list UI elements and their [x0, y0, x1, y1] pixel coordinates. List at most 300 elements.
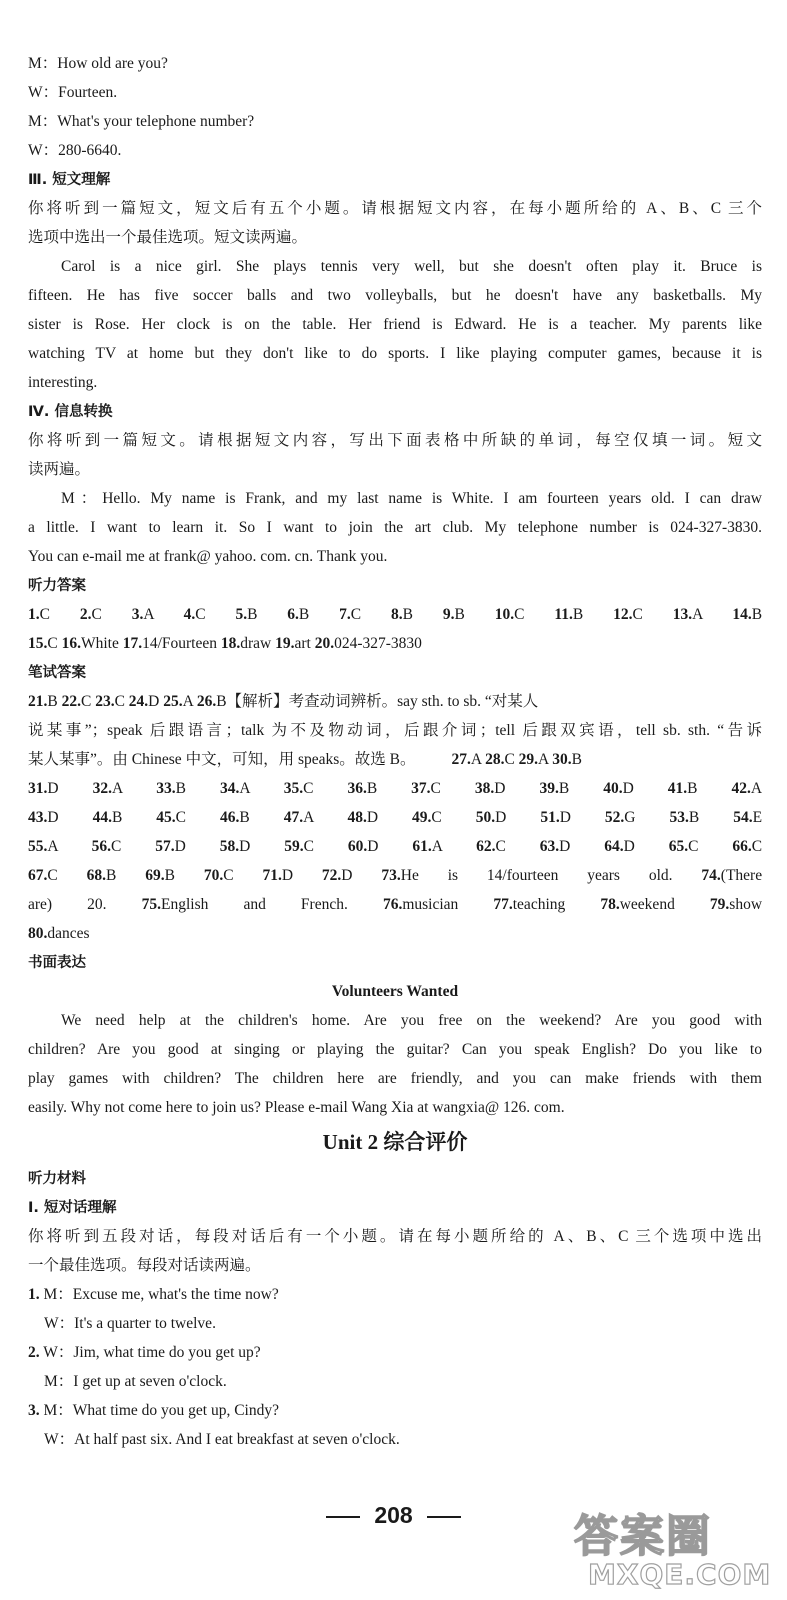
answer-value: B	[558, 780, 570, 797]
answer-item	[92, 838, 122, 855]
answer-row-with-analysis	[28, 692, 762, 712]
analysis-text: 某人某事”。由 Chinese 中文，可知，用 speaks。故选 B。	[28, 751, 416, 768]
answer-row	[28, 634, 762, 654]
answer-item	[315, 635, 422, 652]
answer-item	[132, 606, 154, 623]
answer-item	[275, 635, 311, 652]
analysis-text: 考查动词辨析。say sth. to sb. “对某人	[288, 693, 539, 710]
answer-number: 8.	[391, 606, 403, 623]
answer-number: 17.	[122, 635, 143, 652]
answer-number: 38.	[474, 780, 495, 797]
dialogue-text: W：Jim, what time do you get up?	[43, 1344, 261, 1361]
page-number-dash	[326, 1516, 360, 1518]
question-number: 1.	[28, 1286, 40, 1303]
dialogue-line	[28, 1285, 762, 1305]
answer-value: A	[239, 780, 250, 797]
answer-row	[28, 605, 762, 625]
answer-value: B	[247, 606, 258, 623]
answer-number: 13.	[672, 606, 693, 623]
answer-item	[28, 780, 59, 797]
answer-value: weekend	[619, 896, 675, 913]
answer-number: 15.	[28, 635, 48, 652]
answer-number: 7.	[339, 606, 351, 623]
dialogue-line: W：At half past six. And I eat breakfast at seven o'clock.	[44, 1431, 400, 1448]
answer-number: 9.	[442, 606, 455, 623]
instruction-line: 一个最佳选项。每段对话读两遍。	[28, 1257, 261, 1274]
answer-item	[411, 780, 441, 797]
answer-value: D	[341, 867, 353, 884]
answer-value: D	[559, 838, 571, 855]
answer-number: 30.	[552, 751, 572, 768]
answer-value: B	[105, 867, 117, 884]
unit-title: Unit 2 综合评价	[322, 1130, 468, 1154]
answer-number: 68.	[86, 867, 106, 884]
answer-value: B	[239, 809, 250, 826]
answer-item	[391, 606, 413, 623]
answer-number: 74.	[701, 867, 721, 884]
answer-item	[220, 780, 250, 797]
dialogue-line: M：What's your telephone number?	[28, 113, 255, 130]
answer-item	[710, 896, 762, 913]
answer-item	[156, 780, 186, 797]
answer-item	[28, 809, 59, 826]
dialogue-line: W：It's a quarter to twelve.	[44, 1315, 216, 1332]
answer-item	[95, 693, 125, 710]
watermark-glyphs: 答案圈	[574, 1511, 712, 1562]
instruction-line: 读两遍。	[28, 461, 91, 478]
answer-number: 44.	[92, 809, 112, 826]
answer-number: 1.	[28, 606, 40, 623]
answer-number: 28.	[485, 751, 505, 768]
answer-item	[600, 896, 674, 913]
answer-value: draw	[240, 635, 272, 652]
answer-number: 16.	[61, 635, 81, 652]
essay-title: Volunteers Wanted	[331, 983, 459, 1000]
answer-value: B	[572, 606, 584, 623]
analysis-line: 说某事”；speak 后跟语言；talk 为不及物动词，后跟介词；tell 后跟双宾语，tell sb. sth. “告诉	[28, 722, 762, 739]
answer-value: D	[47, 809, 59, 826]
analysis-tag: 【解析】	[226, 693, 289, 710]
passage-line: Carol is a nice girl. She plays tennis very well, but she doesn't often play it. Bruce is	[61, 258, 762, 275]
dialogue-text: M：Excuse me, what's the time now?	[43, 1286, 279, 1303]
answer-item	[93, 809, 123, 826]
answer-item	[554, 606, 583, 623]
answer-list	[28, 693, 227, 710]
passage-line: watching TV at home but they don't like to do sports. I like playing computer games, because it is	[28, 345, 762, 362]
answer-number: 10.	[494, 606, 515, 623]
passage-line: M：Hello. My name is Frank, and my last name is White. I am fourteen years old. I can draw	[61, 490, 762, 507]
answer-value: B	[687, 780, 698, 797]
answer-number: 25.	[163, 693, 183, 710]
answer-number: 2.	[79, 606, 92, 623]
answer-value: art	[294, 635, 311, 652]
answer-item	[412, 838, 442, 855]
answer-item	[605, 809, 636, 826]
answer-value: C	[91, 606, 102, 623]
answer-number: 40.	[603, 780, 623, 797]
passage-line: You can e-mail me at frank@ yahoo. com. cn. Thank you.	[28, 548, 388, 565]
section-heading: Ⅰ. 短对话理解	[28, 1200, 117, 1216]
answer-value: E	[752, 809, 763, 826]
answer-value: C	[495, 838, 506, 855]
answer-value: He is 14/fourteen years old.	[400, 867, 673, 884]
answer-value: A	[470, 751, 482, 768]
answer-value: C	[688, 838, 699, 855]
section-heading: 笔试答案	[28, 665, 86, 681]
answer-item	[28, 693, 58, 710]
answer-number: 35.	[283, 780, 304, 797]
answer-item	[284, 809, 314, 826]
answer-number: 45.	[156, 809, 176, 826]
answer-value: A	[47, 838, 58, 855]
answer-item	[284, 780, 314, 797]
answer-item	[93, 780, 123, 797]
answer-value: (There	[720, 867, 763, 884]
answer-item	[197, 693, 227, 710]
answer-number: 33.	[156, 780, 176, 797]
answer-number: 71.	[262, 867, 282, 884]
answer-value: B	[164, 867, 175, 884]
answer-value: D	[494, 780, 506, 797]
answer-value: A	[692, 606, 703, 623]
answer-value: B	[688, 809, 700, 826]
answer-value: B	[366, 780, 378, 797]
answer-value: C	[47, 635, 58, 652]
answer-value: D	[174, 838, 186, 855]
answer-item	[733, 809, 762, 826]
answer-number: 67.	[28, 867, 48, 884]
answer-number: 55.	[28, 838, 48, 855]
section-heading: Ⅲ. 短文理解	[28, 172, 111, 188]
instruction-line: 你将听到一篇短文，短文后有五个小题。请根据短文内容，在每小题所给的 A、B、C 三个	[28, 200, 762, 217]
answer-value: C	[751, 838, 763, 855]
answer-number: 3.	[131, 606, 144, 623]
answer-value: D	[239, 838, 251, 855]
answer-number: 64.	[604, 838, 624, 855]
answer-value: C	[504, 751, 515, 768]
answer-value: English and French.	[161, 896, 348, 913]
answer-item	[451, 751, 481, 768]
answer-item	[80, 606, 102, 623]
answer-item	[28, 896, 107, 913]
answer-number: 63.	[539, 838, 560, 855]
answer-value: A	[111, 780, 123, 797]
instruction-line: 你将听到五段对话，每段对话后有一个小题。请在每小题所给的 A、B、C 三个选项中选出	[28, 1228, 762, 1245]
answer-item	[485, 751, 515, 768]
answer-number: 18.	[220, 635, 241, 652]
answer-number: 53.	[669, 809, 689, 826]
answer-value: B	[571, 751, 582, 768]
answer-number: 14.	[732, 606, 752, 623]
dialogue-line: M：How old are you?	[28, 55, 168, 72]
answer-item	[604, 838, 635, 855]
answer-item	[732, 838, 762, 855]
answer-number: 4.	[183, 606, 196, 623]
answer-item	[322, 867, 353, 884]
answer-number: 51.	[540, 809, 560, 826]
answer-item	[412, 809, 442, 826]
answer-row	[28, 924, 762, 944]
answer-item	[28, 867, 58, 884]
answer-value: D	[47, 780, 59, 797]
answer-item	[669, 809, 699, 826]
answer-item	[220, 809, 250, 826]
answer-number: 79.	[709, 896, 730, 913]
instruction-line: 选项中选出一个最佳选项。短文读两遍。	[28, 229, 308, 246]
answer-item	[493, 896, 565, 913]
answer-number: 57.	[155, 838, 175, 855]
answer-value: A	[750, 780, 763, 797]
answer-number: 12.	[613, 606, 633, 623]
answer-number: 24.	[128, 693, 149, 710]
answer-number: 46.	[220, 809, 240, 826]
answer-number: 70.	[203, 867, 224, 884]
answer-item	[163, 693, 193, 710]
answer-number: 19.	[275, 635, 295, 652]
answer-item	[235, 606, 257, 623]
answer-item	[475, 780, 506, 797]
answer-item	[123, 635, 217, 652]
answer-item	[347, 780, 377, 797]
answer-item	[87, 867, 117, 884]
answer-item	[476, 838, 506, 855]
answer-number: 66.	[732, 838, 752, 855]
answer-value: are) 20.	[28, 896, 107, 913]
answer-value: D	[366, 809, 379, 826]
passage-line: fifteen. He has five soccer balls and two volleyballs, but he doesn't have any basketballs. My	[28, 287, 762, 304]
answer-item	[221, 635, 271, 652]
answer-number: 76.	[382, 896, 403, 913]
answer-item	[204, 867, 234, 884]
answer-number: 54.	[733, 809, 753, 826]
answer-number: 32.	[92, 780, 112, 797]
answer-number: 47.	[283, 809, 304, 826]
answer-number: 22.	[61, 693, 81, 710]
passage-line: sister is Rose. Her clock is on the table. Her friend is Edward. He is a teacher. My parents like	[28, 316, 762, 333]
answer-item	[262, 867, 293, 884]
answer-number: 20.	[314, 635, 335, 652]
answer-item	[732, 606, 762, 623]
answer-list	[451, 751, 582, 768]
answer-value: 024-327-3830	[334, 635, 422, 652]
answer-item	[287, 606, 309, 623]
answer-item	[668, 780, 698, 797]
answer-value: C	[514, 606, 525, 623]
answer-number: 36.	[347, 780, 367, 797]
answer-value: D	[622, 780, 634, 797]
answer-number: 48.	[347, 809, 367, 826]
passage-line: interesting.	[28, 374, 98, 391]
answer-item	[519, 751, 549, 768]
essay-line: We need help at the children's home. Are you free on the weekend? Are you good with	[61, 1012, 762, 1029]
watermark-url: MXQE.COM	[588, 1558, 772, 1591]
answer-number: 42.	[731, 780, 751, 797]
passage-line: a little. I want to learn it. So I want to join the art club. My telephone number is 024-327-3830.	[28, 519, 762, 536]
answer-number: 80.	[28, 925, 48, 942]
answer-value: B	[47, 693, 58, 710]
answer-value: A	[182, 693, 193, 710]
watermark-logo	[562, 1500, 787, 1600]
answer-value: A	[143, 606, 154, 623]
answer-value: G	[624, 809, 636, 826]
answer-number: 56.	[91, 838, 112, 855]
answer-item	[495, 606, 525, 623]
answer-item	[155, 838, 186, 855]
answer-number: 26.	[196, 693, 217, 710]
answer-value: C	[80, 693, 92, 710]
answer-item	[339, 606, 361, 623]
answer-value: D	[281, 867, 294, 884]
answer-item	[731, 780, 762, 797]
answer-row	[28, 779, 762, 799]
answer-number: 21.	[28, 693, 48, 710]
answer-number: 78.	[600, 896, 620, 913]
answer-value: D	[148, 693, 160, 710]
answer-item	[701, 867, 762, 884]
answer-value: show	[729, 896, 763, 913]
answer-item	[184, 606, 206, 623]
answer-item	[129, 693, 160, 710]
answer-row	[28, 895, 762, 915]
answer-value: B	[216, 693, 227, 710]
dialogue-line: W：Fourteen.	[28, 84, 118, 101]
question-number: 3.	[28, 1402, 40, 1419]
answer-value: A	[303, 809, 314, 826]
dialogue-line	[28, 1343, 762, 1363]
answer-value: dances	[47, 925, 90, 942]
answer-value: teaching	[512, 896, 566, 913]
answer-item	[284, 838, 314, 855]
dialogue-line: M：I get up at seven o'clock.	[44, 1373, 227, 1390]
answer-value: C	[303, 838, 314, 855]
answer-row	[28, 808, 762, 828]
answer-value: D	[367, 838, 379, 855]
answer-number: 65.	[668, 838, 689, 855]
page-number-text: 208	[374, 1502, 413, 1528]
answer-number: 61.	[412, 838, 432, 855]
answer-number: 43.	[28, 809, 48, 826]
answer-number: 52.	[604, 809, 625, 826]
answer-item	[28, 925, 90, 942]
answer-item	[476, 809, 507, 826]
essay-line: easily. Why not come here to join us? Please e-mail Wang Xia at wangxia@ 126. com.	[28, 1099, 565, 1116]
answer-row	[28, 837, 762, 857]
answer-item	[381, 867, 672, 884]
answer-item	[347, 809, 378, 826]
answer-value: musician	[402, 896, 459, 913]
answer-value: White	[80, 635, 119, 652]
answer-value: C	[350, 606, 362, 623]
section-heading: 听力材料	[28, 1171, 86, 1187]
answer-value: C	[303, 780, 314, 797]
answer-item	[145, 867, 175, 884]
answer-value: C	[632, 606, 643, 623]
answer-number: 77.	[493, 896, 513, 913]
answer-value: A	[538, 751, 549, 768]
answer-number: 5.	[235, 606, 248, 623]
answer-item	[28, 606, 50, 623]
answer-number: 37.	[411, 780, 431, 797]
answer-value: B	[298, 606, 310, 623]
answer-number: 69.	[145, 867, 165, 884]
answer-value: C	[430, 780, 441, 797]
answer-item	[673, 606, 703, 623]
section-heading: 听力答案	[28, 578, 86, 594]
answer-value: C	[47, 867, 58, 884]
answer-item	[28, 838, 58, 855]
answer-number: 72.	[321, 867, 342, 884]
answer-value: B	[454, 606, 465, 623]
answer-item	[603, 780, 634, 797]
answer-number: 31.	[28, 780, 48, 797]
answer-item	[156, 809, 186, 826]
answer-number: 49.	[412, 809, 432, 826]
answer-value: C	[175, 809, 187, 826]
answer-number: 59.	[284, 838, 304, 855]
answer-item	[62, 635, 119, 652]
page-number-dash	[427, 1516, 461, 1518]
answer-item	[443, 606, 465, 623]
section-heading: Ⅳ. 信息转换	[28, 404, 113, 420]
answer-number: 39.	[539, 780, 559, 797]
answer-value: D	[559, 809, 571, 826]
answer-value: A	[431, 838, 443, 855]
answer-number: 75.	[141, 896, 162, 913]
analysis-line-with-answers	[28, 750, 762, 770]
essay-line: play games with children? The children here are friendly, and you can make friends with them	[28, 1070, 762, 1087]
answer-number: 50.	[475, 809, 496, 826]
answer-value: C	[223, 867, 234, 884]
answer-item	[383, 896, 458, 913]
answer-value: C	[39, 606, 50, 623]
answer-item	[540, 838, 571, 855]
answer-item	[552, 751, 582, 768]
dialogue-text: M：What time do you get up, Cindy?	[43, 1402, 279, 1419]
answer-number: 73.	[381, 867, 401, 884]
question-number: 2.	[28, 1344, 40, 1361]
dialogue-line: W：280-6640.	[28, 142, 122, 159]
answer-item	[539, 780, 569, 797]
answer-value: C	[114, 693, 125, 710]
answer-number: 11.	[554, 606, 573, 623]
answer-value: B	[111, 809, 123, 826]
answer-value: D	[623, 838, 635, 855]
section-heading: 书面表达	[28, 955, 86, 971]
answer-value: B	[751, 606, 763, 623]
answer-item	[220, 838, 251, 855]
answer-item	[28, 635, 58, 652]
answer-value: B	[402, 606, 413, 623]
essay-line: children? Are you good at singing or playing the guitar? Can you speak English? Do you like to	[28, 1041, 762, 1058]
answer-number: 34.	[220, 780, 240, 797]
answer-item	[62, 693, 92, 710]
answer-value: C	[431, 809, 442, 826]
answer-value: B	[175, 780, 187, 797]
answer-number: 6.	[287, 606, 299, 623]
answer-value: D	[495, 809, 507, 826]
answer-item	[540, 809, 571, 826]
answer-number: 60.	[347, 838, 368, 855]
instruction-line: 你将听到一篇短文。请根据短文内容，写出下面表格中所缺的单词，每空仅填一词。短文	[28, 432, 762, 449]
answer-number: 62.	[476, 838, 496, 855]
dialogue-line	[28, 1401, 762, 1421]
answer-value: C	[111, 838, 122, 855]
answer-number: 23.	[95, 693, 115, 710]
answer-number: 27.	[451, 751, 471, 768]
answer-item	[142, 896, 348, 913]
answer-value: 14/Fourteen	[142, 635, 217, 652]
answer-item	[613, 606, 643, 623]
